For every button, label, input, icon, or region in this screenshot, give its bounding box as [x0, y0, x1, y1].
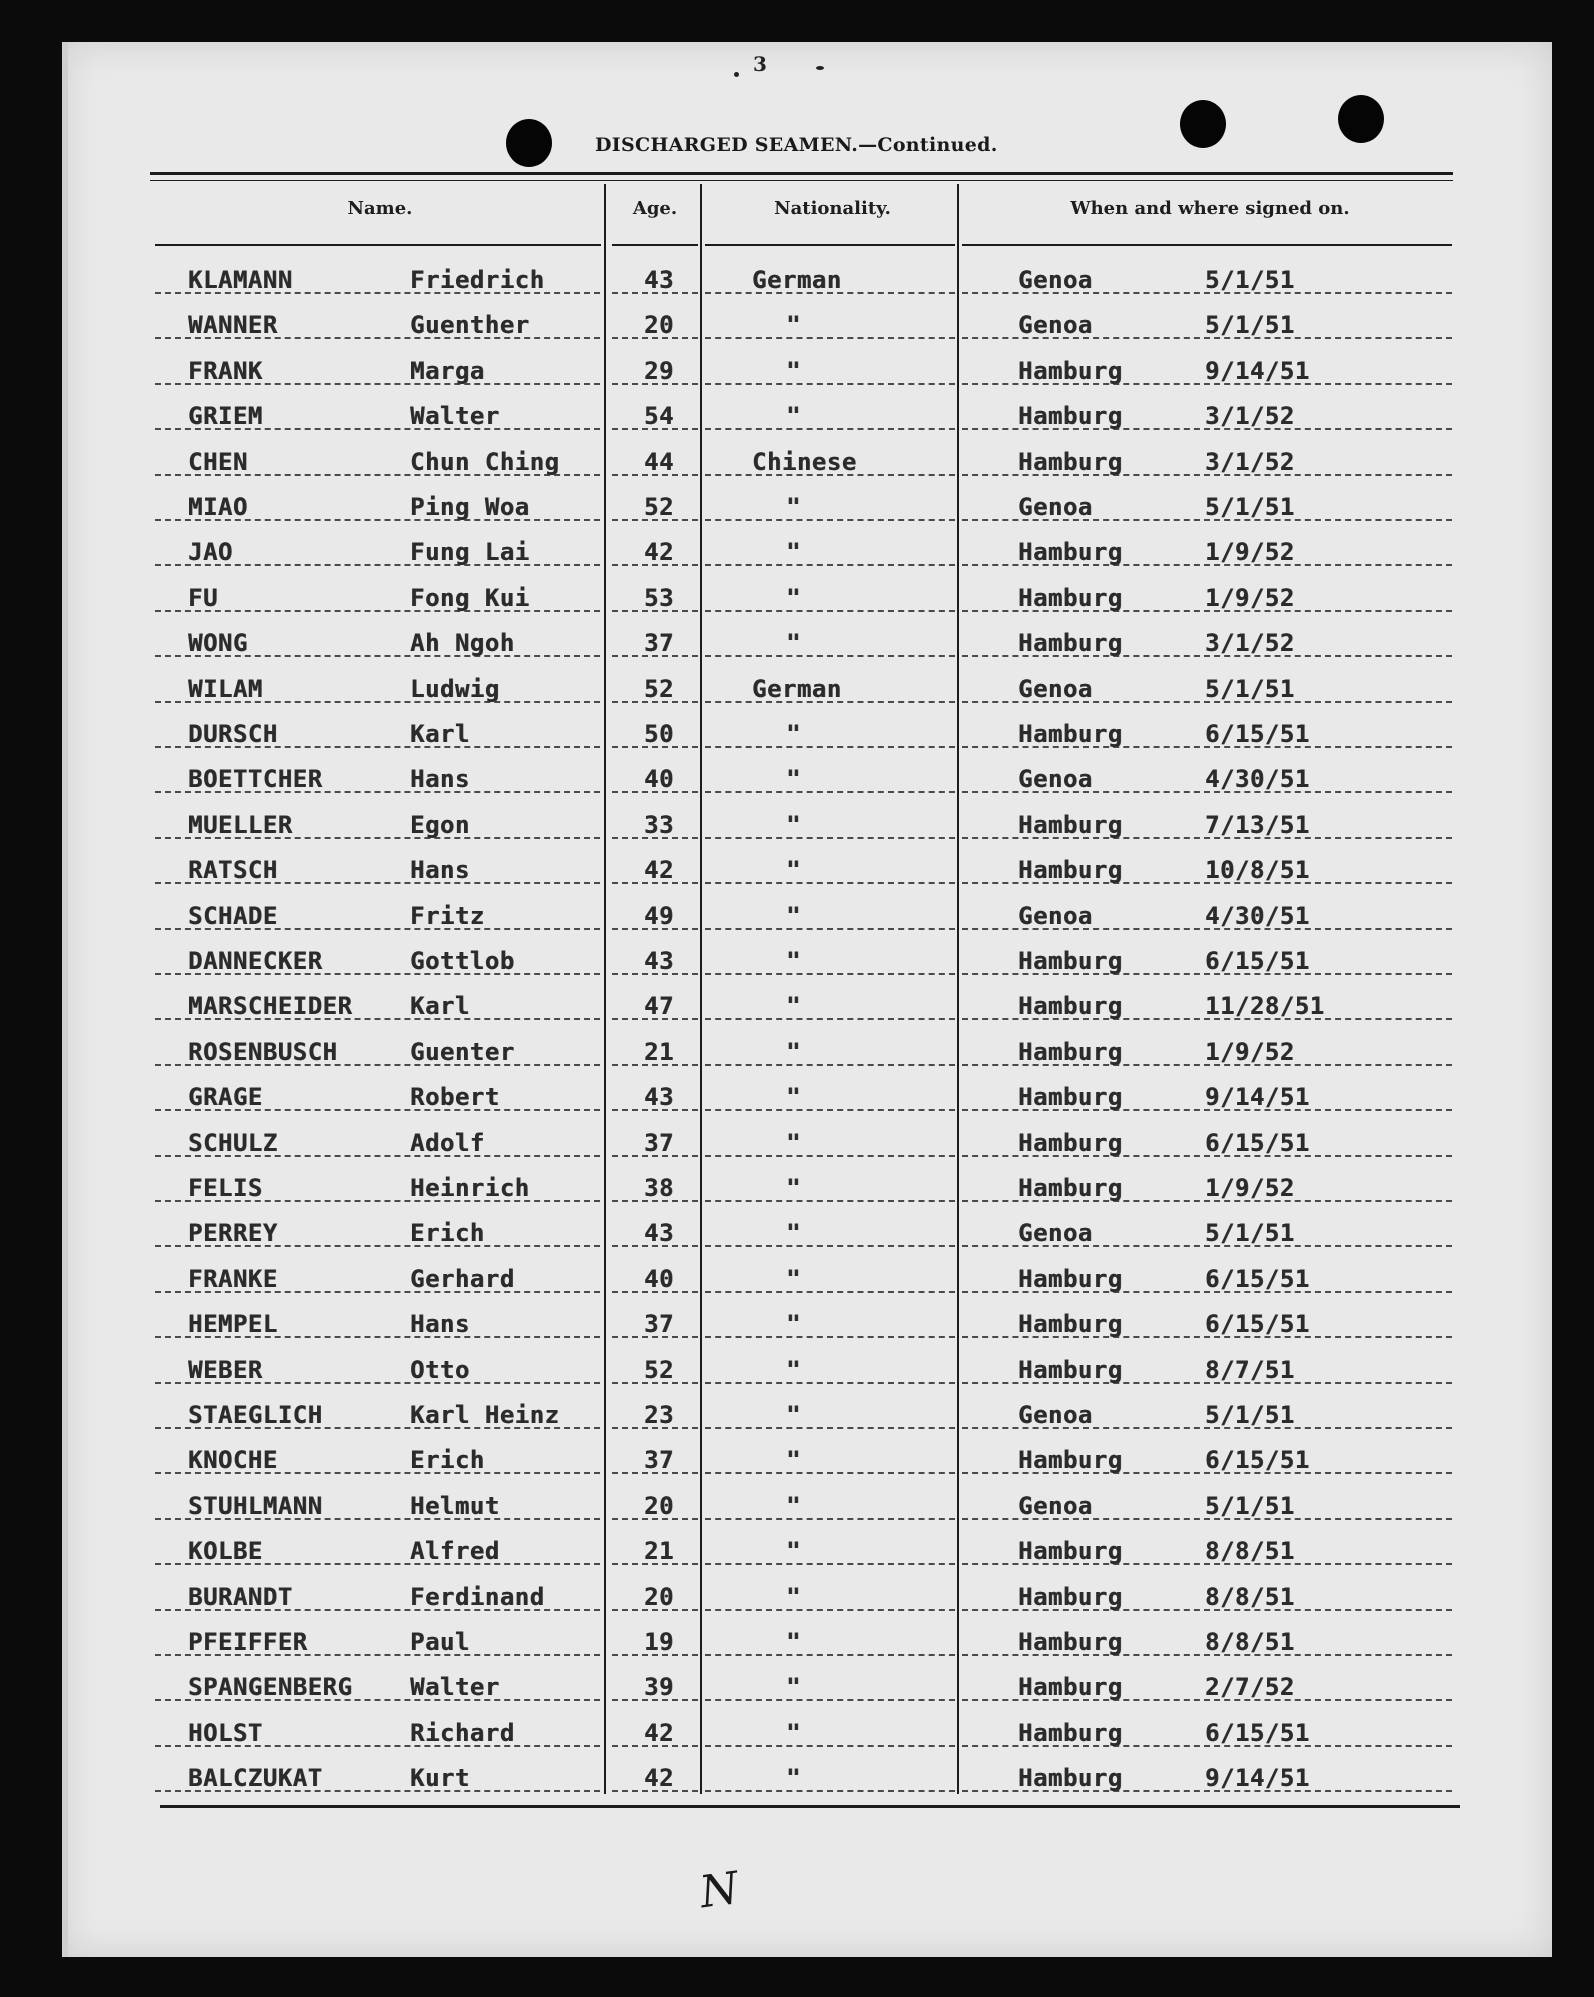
- date-cell: 4/30/51: [1205, 765, 1310, 793]
- surname-cell: RATSCH: [188, 856, 278, 884]
- age-cell: 40: [644, 1265, 674, 1293]
- nationality-cell: ": [786, 992, 801, 1020]
- date-cell: 1/9/52: [1205, 538, 1295, 566]
- date-cell: 6/15/51: [1205, 720, 1310, 748]
- table-row: [0, 1626, 1594, 1662]
- given-name-cell: Erich: [410, 1446, 485, 1474]
- given-name-cell: Heinrich: [410, 1174, 530, 1202]
- given-name-cell: Ah Ngoh: [410, 629, 515, 657]
- age-cell: 37: [644, 1129, 674, 1157]
- place-cell: Genoa: [1018, 902, 1093, 930]
- nationality-cell: ": [786, 1356, 801, 1384]
- age-cell: 23: [644, 1401, 674, 1429]
- place-cell: Hamburg: [1018, 1583, 1123, 1611]
- dotted-leader: [705, 610, 955, 612]
- table-row: [0, 854, 1594, 890]
- dotted-leader: [705, 1699, 955, 1701]
- given-name-cell: Paul: [410, 1628, 470, 1656]
- given-name-cell: Karl Heinz: [410, 1401, 560, 1429]
- given-name-cell: Marga: [410, 357, 485, 385]
- dotted-leader: [705, 1018, 955, 1020]
- given-name-cell: Karl: [410, 992, 470, 1020]
- dotted-leader: [705, 791, 955, 793]
- nationality-cell: ": [786, 1719, 801, 1747]
- nationality-cell: ": [786, 1764, 801, 1792]
- nationality-cell: ": [786, 1129, 801, 1157]
- age-cell: 43: [644, 266, 674, 294]
- surname-cell: DURSCH: [188, 720, 278, 748]
- date-cell: 3/1/52: [1205, 629, 1295, 657]
- nationality-cell: ": [786, 1038, 801, 1066]
- nationality-cell: ": [786, 811, 801, 839]
- nationality-cell: ": [786, 1583, 801, 1611]
- age-cell: 54: [644, 402, 674, 430]
- table-row: [0, 1671, 1594, 1707]
- nationality-cell: ": [786, 1401, 801, 1429]
- given-name-cell: Richard: [410, 1719, 515, 1747]
- surname-cell: GRIEM: [188, 402, 263, 430]
- table-row: [0, 1399, 1594, 1435]
- given-name-cell: Fritz: [410, 902, 485, 930]
- age-cell: 37: [644, 1310, 674, 1338]
- surname-cell: STUHLMANN: [188, 1492, 323, 1520]
- table-row: [0, 1354, 1594, 1390]
- given-name-cell: Gerhard: [410, 1265, 515, 1293]
- given-name-cell: Ludwig: [410, 675, 500, 703]
- table-row: [0, 536, 1594, 572]
- date-cell: 6/15/51: [1205, 1129, 1310, 1157]
- nationality-cell: ": [786, 1174, 801, 1202]
- surname-cell: MUELLER: [188, 811, 293, 839]
- surname-cell: STAEGLICH: [188, 1401, 323, 1429]
- section-title-text: DISCHARGED SEAMEN.—Continued.: [595, 134, 998, 156]
- date-cell: 8/8/51: [1205, 1537, 1295, 1565]
- column-header-signed-on: When and where signed on.: [1070, 198, 1350, 219]
- table-row: [0, 1308, 1594, 1344]
- dotted-leader: [705, 1291, 955, 1293]
- surname-cell: MARSCHEIDER: [188, 992, 353, 1020]
- age-cell: 43: [644, 947, 674, 975]
- surname-cell: HEMPEL: [188, 1310, 278, 1338]
- age-cell: 40: [644, 765, 674, 793]
- nationality-cell: ": [786, 402, 801, 430]
- age-cell: 52: [644, 675, 674, 703]
- place-cell: Hamburg: [1018, 1764, 1123, 1792]
- surname-cell: FU: [188, 584, 218, 612]
- given-name-cell: Fung Lai: [410, 538, 530, 566]
- place-cell: Hamburg: [1018, 947, 1123, 975]
- nationality-cell: ": [786, 1219, 801, 1247]
- column-header-age: Age.: [632, 198, 678, 219]
- date-cell: 10/8/51: [1205, 856, 1310, 884]
- age-cell: 44: [644, 448, 674, 476]
- surname-cell: WANNER: [188, 311, 278, 339]
- table-row: [0, 491, 1594, 527]
- column-header-nationality: Nationality.: [774, 198, 891, 219]
- date-cell: 9/14/51: [1205, 1083, 1310, 1111]
- age-cell: 33: [644, 811, 674, 839]
- place-cell: Genoa: [1018, 311, 1093, 339]
- place-cell: Hamburg: [1018, 720, 1123, 748]
- age-cell: 38: [644, 1174, 674, 1202]
- surname-cell: PFEIFFER: [188, 1628, 308, 1656]
- table-row: [0, 582, 1594, 618]
- dotted-leader: [705, 1109, 955, 1111]
- table-row: [0, 990, 1594, 1026]
- age-cell: 43: [644, 1219, 674, 1247]
- nationality-cell: ": [786, 629, 801, 657]
- table-row: [0, 1490, 1594, 1526]
- table-row: [0, 763, 1594, 799]
- dotted-leader: [705, 1654, 955, 1656]
- nationality-cell: ": [786, 311, 801, 339]
- given-name-cell: Chun Ching: [410, 448, 560, 476]
- place-cell: Hamburg: [1018, 1628, 1123, 1656]
- table-row: [0, 1036, 1594, 1072]
- nationality-cell: ": [786, 1083, 801, 1111]
- age-cell: 42: [644, 1719, 674, 1747]
- surname-cell: WEBER: [188, 1356, 263, 1384]
- place-cell: Genoa: [1018, 1401, 1093, 1429]
- column-header-name: Name.: [347, 198, 413, 219]
- given-name-cell: Hans: [410, 1310, 470, 1338]
- date-cell: 7/13/51: [1205, 811, 1310, 839]
- surname-cell: BALCZUKAT: [188, 1764, 323, 1792]
- nationality-cell: ": [786, 765, 801, 793]
- table-row: [0, 1762, 1594, 1798]
- nationality-cell: ": [786, 1265, 801, 1293]
- table-row: [0, 945, 1594, 981]
- place-cell: Genoa: [1018, 675, 1093, 703]
- surname-cell: MIAO: [188, 493, 248, 521]
- place-cell: Genoa: [1018, 1492, 1093, 1520]
- nationality-cell: ": [786, 1446, 801, 1474]
- surname-cell: BURANDT: [188, 1583, 293, 1611]
- dotted-leader: [705, 519, 955, 521]
- surname-cell: SCHULZ: [188, 1129, 278, 1157]
- given-name-cell: Fong Kui: [410, 584, 530, 612]
- place-cell: Hamburg: [1018, 1719, 1123, 1747]
- nationality-cell: ": [786, 1537, 801, 1565]
- dotted-leader: [705, 383, 955, 385]
- place-cell: Hamburg: [1018, 629, 1123, 657]
- nationality-cell: German: [752, 266, 842, 294]
- age-cell: 52: [644, 493, 674, 521]
- dotted-leader: [705, 564, 955, 566]
- age-cell: 37: [644, 629, 674, 657]
- dotted-leader: [705, 1336, 955, 1338]
- place-cell: Hamburg: [1018, 1038, 1123, 1066]
- table-row: [0, 1581, 1594, 1617]
- age-cell: 37: [644, 1446, 674, 1474]
- given-name-cell: Guenther: [410, 311, 530, 339]
- place-cell: Hamburg: [1018, 1174, 1123, 1202]
- surname-cell: KOLBE: [188, 1537, 263, 1565]
- dotted-leader: [705, 837, 955, 839]
- surname-cell: KLAMANN: [188, 266, 293, 294]
- surname-cell: SPANGENBERG: [188, 1673, 353, 1701]
- age-cell: 20: [644, 1583, 674, 1611]
- dotted-leader: [705, 928, 955, 930]
- place-cell: Genoa: [1018, 266, 1093, 294]
- date-cell: 5/1/51: [1205, 1492, 1295, 1520]
- place-cell: Hamburg: [1018, 1356, 1123, 1384]
- table-row: [0, 1535, 1594, 1571]
- place-cell: Hamburg: [1018, 357, 1123, 385]
- place-cell: Hamburg: [1018, 584, 1123, 612]
- date-cell: 11/28/51: [1205, 992, 1325, 1020]
- given-name-cell: Walter: [410, 402, 500, 430]
- table-row: [0, 1172, 1594, 1208]
- nationality-cell: ": [786, 720, 801, 748]
- nationality-cell: Chinese: [752, 448, 857, 476]
- nationality-cell: ": [786, 1673, 801, 1701]
- dotted-leader: [705, 1064, 955, 1066]
- given-name-cell: Erich: [410, 1219, 485, 1247]
- dotted-leader: [705, 1472, 955, 1474]
- surname-cell: PERREY: [188, 1219, 278, 1247]
- dotted-leader: [705, 655, 955, 657]
- date-cell: 5/1/51: [1205, 1401, 1295, 1429]
- date-cell: 9/14/51: [1205, 1764, 1310, 1792]
- age-cell: 29: [644, 357, 674, 385]
- date-cell: 6/15/51: [1205, 1310, 1310, 1338]
- table-row: [0, 264, 1594, 300]
- place-cell: Hamburg: [1018, 1265, 1123, 1293]
- date-cell: 5/1/51: [1205, 493, 1295, 521]
- date-cell: 2/7/52: [1205, 1673, 1295, 1701]
- table-row: [0, 1263, 1594, 1299]
- given-name-cell: Friedrich: [410, 266, 545, 294]
- given-name-cell: Robert: [410, 1083, 500, 1111]
- dotted-leader: [705, 1790, 955, 1792]
- date-cell: 1/9/52: [1205, 1038, 1295, 1066]
- nationality-cell: German: [752, 675, 842, 703]
- place-cell: Hamburg: [1018, 1537, 1123, 1565]
- table-row: [0, 446, 1594, 482]
- table-row: [0, 1717, 1594, 1753]
- place-cell: Genoa: [1018, 765, 1093, 793]
- dotted-leader: [705, 882, 955, 884]
- dotted-leader: [705, 1427, 955, 1429]
- nationality-cell: ": [786, 357, 801, 385]
- dotted-leader: [705, 337, 955, 339]
- nationality-cell: ": [786, 538, 801, 566]
- surname-cell: BOETTCHER: [188, 765, 323, 793]
- age-cell: 53: [644, 584, 674, 612]
- table-row: [0, 627, 1594, 663]
- date-cell: 6/15/51: [1205, 1265, 1310, 1293]
- table-row: [0, 900, 1594, 936]
- place-cell: Hamburg: [1018, 856, 1123, 884]
- date-cell: 6/15/51: [1205, 1719, 1310, 1747]
- place-cell: Hamburg: [1018, 1673, 1123, 1701]
- date-cell: 3/1/52: [1205, 402, 1295, 430]
- surname-cell: ROSENBUSCH: [188, 1038, 338, 1066]
- age-cell: 19: [644, 1628, 674, 1656]
- surname-cell: GRAGE: [188, 1083, 263, 1111]
- table-row: [0, 673, 1594, 709]
- dotted-leader: [705, 1609, 955, 1611]
- place-cell: Genoa: [1018, 1219, 1093, 1247]
- nationality-cell: ": [786, 947, 801, 975]
- age-cell: 42: [644, 1764, 674, 1792]
- date-cell: 4/30/51: [1205, 902, 1310, 930]
- place-cell: Hamburg: [1018, 538, 1123, 566]
- table-row: [0, 1081, 1594, 1117]
- date-cell: 5/1/51: [1205, 1219, 1295, 1247]
- table-row: [0, 718, 1594, 754]
- given-name-cell: Otto: [410, 1356, 470, 1384]
- surname-cell: FRANK: [188, 357, 263, 385]
- handwritten-mark: N: [696, 1862, 742, 1919]
- age-cell: 42: [644, 856, 674, 884]
- place-cell: Hamburg: [1018, 1129, 1123, 1157]
- table-row: [0, 309, 1594, 345]
- table-row: [0, 1444, 1594, 1480]
- dotted-leader: [705, 1382, 955, 1384]
- table-row: [0, 809, 1594, 845]
- nationality-cell: ": [786, 856, 801, 884]
- surname-cell: WONG: [188, 629, 248, 657]
- dotted-leader: [705, 1745, 955, 1747]
- table-row: [0, 400, 1594, 436]
- table-row: [0, 1217, 1594, 1253]
- date-cell: 8/7/51: [1205, 1356, 1295, 1384]
- dotted-leader: [705, 1563, 955, 1565]
- date-cell: 1/9/52: [1205, 1174, 1295, 1202]
- surname-cell: FRANKE: [188, 1265, 278, 1293]
- age-cell: 43: [644, 1083, 674, 1111]
- dotted-leader: [705, 973, 955, 975]
- nationality-cell: ": [786, 1310, 801, 1338]
- given-name-cell: Walter: [410, 1673, 500, 1701]
- given-name-cell: Adolf: [410, 1129, 485, 1157]
- place-cell: Hamburg: [1018, 1310, 1123, 1338]
- dotted-leader: [705, 1518, 955, 1520]
- nationality-cell: ": [786, 493, 801, 521]
- date-cell: 1/9/52: [1205, 584, 1295, 612]
- surname-cell: CHEN: [188, 448, 248, 476]
- given-name-cell: Guenter: [410, 1038, 515, 1066]
- date-cell: 9/14/51: [1205, 357, 1310, 385]
- dotted-leader: [155, 610, 600, 612]
- date-cell: 6/15/51: [1205, 1446, 1310, 1474]
- given-name-cell: Alfred: [410, 1537, 500, 1565]
- date-cell: 5/1/51: [1205, 311, 1295, 339]
- table-row: [0, 355, 1594, 391]
- dotted-leader: [705, 428, 955, 430]
- place-cell: Hamburg: [1018, 1446, 1123, 1474]
- date-cell: 6/15/51: [1205, 947, 1310, 975]
- date-cell: 8/8/51: [1205, 1583, 1295, 1611]
- date-cell: 3/1/52: [1205, 448, 1295, 476]
- surname-cell: KNOCHE: [188, 1446, 278, 1474]
- given-name-cell: Hans: [410, 765, 470, 793]
- given-name-cell: Gottlob: [410, 947, 515, 975]
- given-name-cell: Egon: [410, 811, 470, 839]
- dotted-leader: [705, 1155, 955, 1157]
- date-cell: 5/1/51: [1205, 266, 1295, 294]
- dotted-leader: [705, 746, 955, 748]
- given-name-cell: Kurt: [410, 1764, 470, 1792]
- age-cell: 49: [644, 902, 674, 930]
- nationality-cell: ": [786, 1492, 801, 1520]
- surname-cell: DANNECKER: [188, 947, 323, 975]
- place-cell: Hamburg: [1018, 992, 1123, 1020]
- surname-cell: SCHADE: [188, 902, 278, 930]
- age-cell: 50: [644, 720, 674, 748]
- place-cell: Hamburg: [1018, 811, 1123, 839]
- nationality-cell: ": [786, 902, 801, 930]
- given-name-cell: Ping Woa: [410, 493, 530, 521]
- given-name-cell: Ferdinand: [410, 1583, 545, 1611]
- nationality-cell: ": [786, 1628, 801, 1656]
- age-cell: 52: [644, 1356, 674, 1384]
- age-cell: 21: [644, 1038, 674, 1066]
- dotted-leader: [705, 1245, 955, 1247]
- place-cell: Hamburg: [1018, 402, 1123, 430]
- given-name-cell: Hans: [410, 856, 470, 884]
- given-name-cell: Helmut: [410, 1492, 500, 1520]
- age-cell: 39: [644, 1673, 674, 1701]
- given-name-cell: Karl: [410, 720, 470, 748]
- place-cell: Genoa: [1018, 493, 1093, 521]
- page-number: 3: [753, 52, 767, 76]
- dotted-leader: [705, 1200, 955, 1202]
- place-cell: Hamburg: [1018, 1083, 1123, 1111]
- age-cell: 42: [644, 538, 674, 566]
- date-cell: 8/8/51: [1205, 1628, 1295, 1656]
- surname-cell: FELIS: [188, 1174, 263, 1202]
- date-cell: 5/1/51: [1205, 675, 1295, 703]
- surname-cell: JAO: [188, 538, 233, 566]
- surname-cell: HOLST: [188, 1719, 263, 1747]
- surname-cell: WILAM: [188, 675, 263, 703]
- age-cell: 47: [644, 992, 674, 1020]
- nationality-cell: ": [786, 584, 801, 612]
- age-cell: 21: [644, 1537, 674, 1565]
- age-cell: 20: [644, 311, 674, 339]
- age-cell: 20: [644, 1492, 674, 1520]
- table-row: [0, 1127, 1594, 1163]
- place-cell: Hamburg: [1018, 448, 1123, 476]
